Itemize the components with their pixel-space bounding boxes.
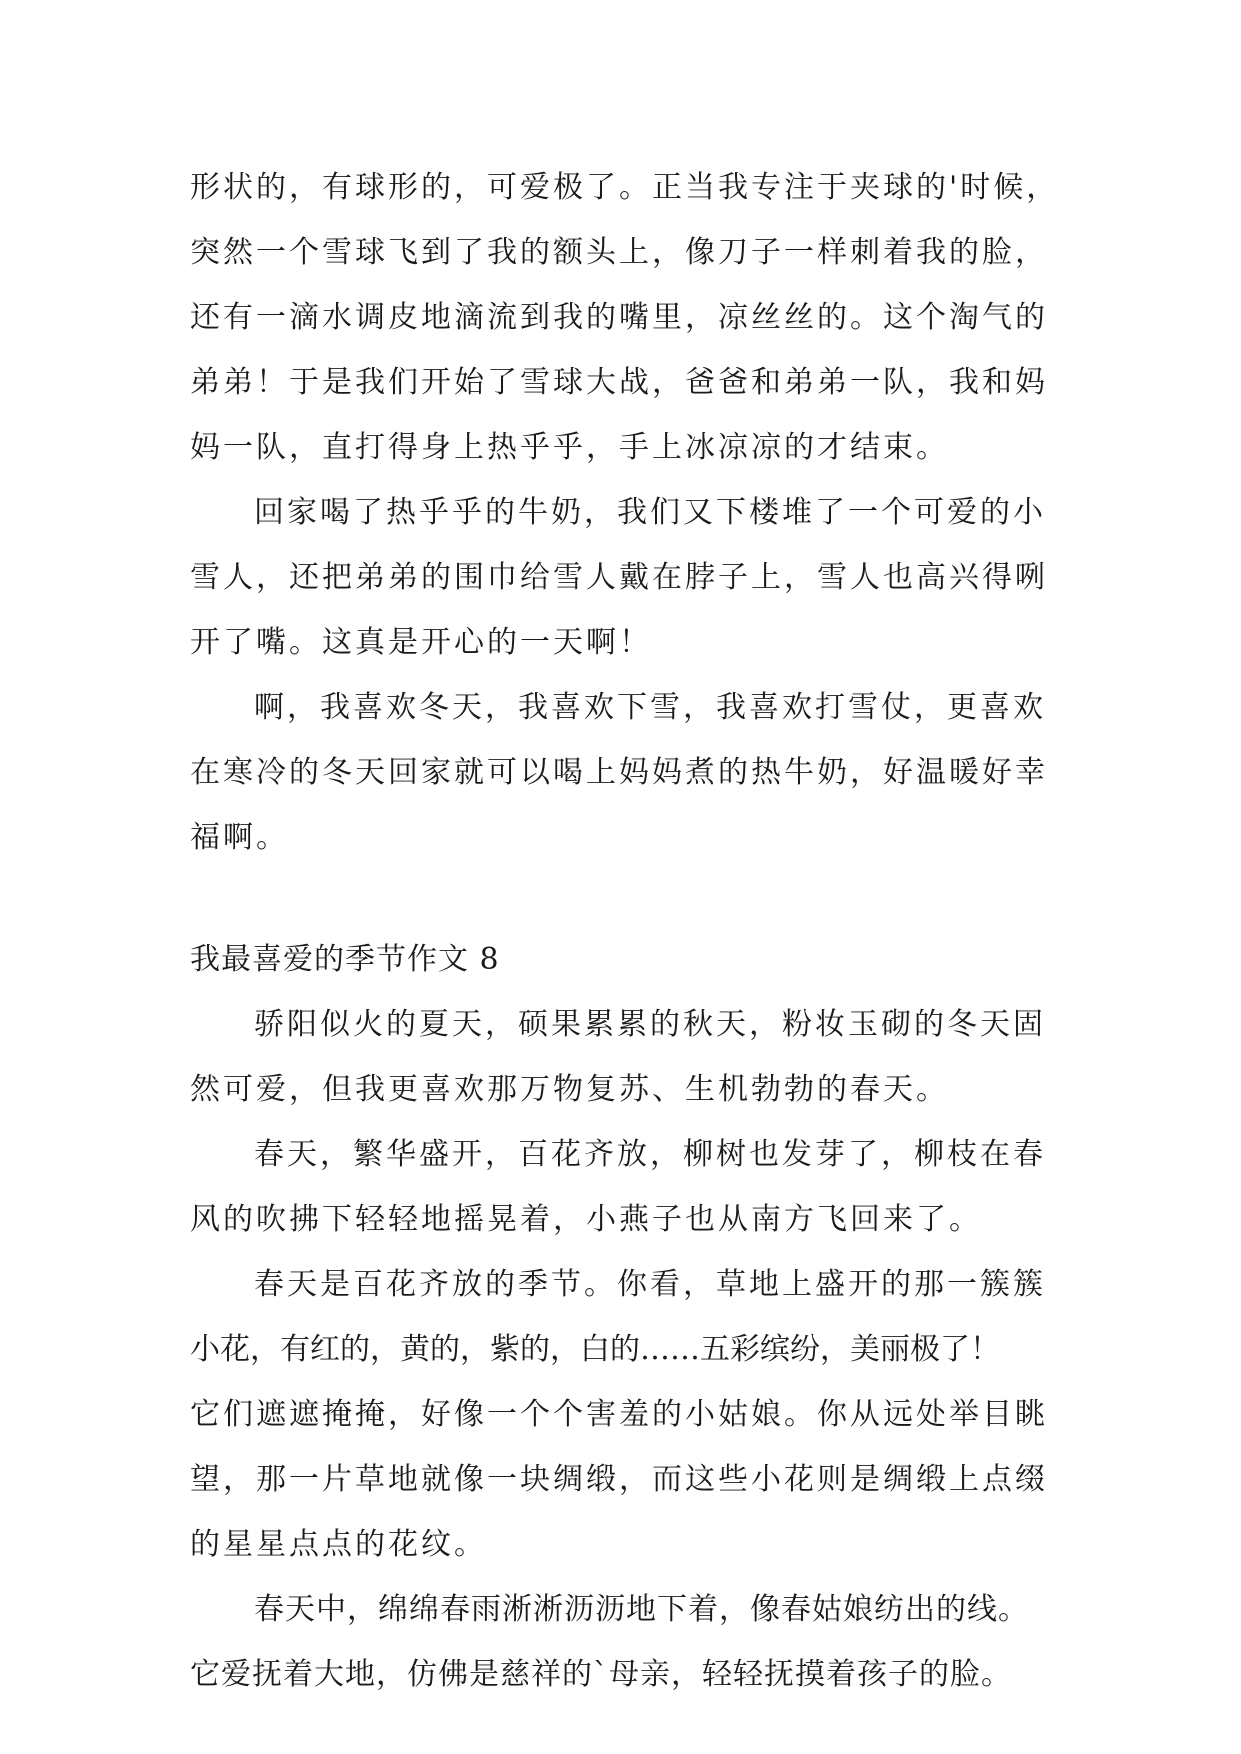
text-line: 它爱抚着大地，仿佛是慈祥的`母亲，轻轻抚摸着孩子的脸。 xyxy=(190,1657,1012,1692)
paragraph-first-line: 回家喝了热乎乎的牛奶，我们又下楼堆了一个可爱的小 xyxy=(254,495,1046,530)
essay-title: 我最喜爱的季节作文 8 xyxy=(190,942,500,977)
text-line: 开了嘴。这真是开心的一天啊！ xyxy=(190,625,652,660)
text-line: 的星星点点的花纹。 xyxy=(190,1527,487,1562)
text-line: 风的吹拂下轻轻地摇晃着，小燕子也从南方飞回来了。 xyxy=(190,1202,982,1237)
paragraph-first-line: 骄阳似火的夏天，硕果累累的秋天，粉妆玉砌的冬天固 xyxy=(254,1007,1046,1042)
text-line: 还有一滴水调皮地滴流到我的嘴里，凉丝丝的。这个淘气的 xyxy=(190,300,1048,335)
text-line: 形状的，有球形的，可爱极了。正当我专注于夹球的'时候， xyxy=(190,170,1060,205)
paragraph-first-line: 啊，我喜欢冬天，我喜欢下雪，我喜欢打雪仗，更喜欢 xyxy=(254,690,1046,725)
paragraph-first-line: 春天是百花齐放的季节。你看，草地上盛开的那一簇簇 xyxy=(254,1267,1046,1302)
text-line: 弟弟！于是我们开始了雪球大战，爸爸和弟弟一队，我和妈 xyxy=(190,365,1048,400)
text-line: 雪人，还把弟弟的围巾给雪人戴在脖子上，雪人也高兴得咧 xyxy=(190,560,1048,595)
text-line: 望，那一片草地就像一块绸缎，而这些小花则是绸缎上点缀 xyxy=(190,1462,1048,1497)
text-line: 突然一个雪球飞到了我的额头上，像刀子一样刺着我的脸， xyxy=(190,235,1048,270)
paragraph-first-line: 春天中，绵绵春雨淅淅沥沥地下着，像春姑娘纺出的线。 xyxy=(254,1592,1029,1627)
text-line: 它们遮遮掩掩，好像一个个害羞的小姑娘。你从远处举目眺 xyxy=(190,1397,1048,1432)
text-line: 妈一队，直打得身上热乎乎，手上冰凉凉的才结束。 xyxy=(190,430,949,465)
text-line: 福啊。 xyxy=(190,820,289,855)
text-line: 小花，有红的，黄的，紫的，白的……五彩缤纷，美丽极了！ xyxy=(190,1332,1000,1367)
paragraph-first-line: 春天，繁华盛开，百花齐放，柳树也发芽了，柳枝在春 xyxy=(254,1137,1046,1172)
text-line: 在寒冷的冬天回家就可以喝上妈妈煮的热牛奶，好温暖好幸 xyxy=(190,755,1048,790)
text-line: 然可爱，但我更喜欢那万物复苏、生机勃勃的春天。 xyxy=(190,1072,949,1107)
